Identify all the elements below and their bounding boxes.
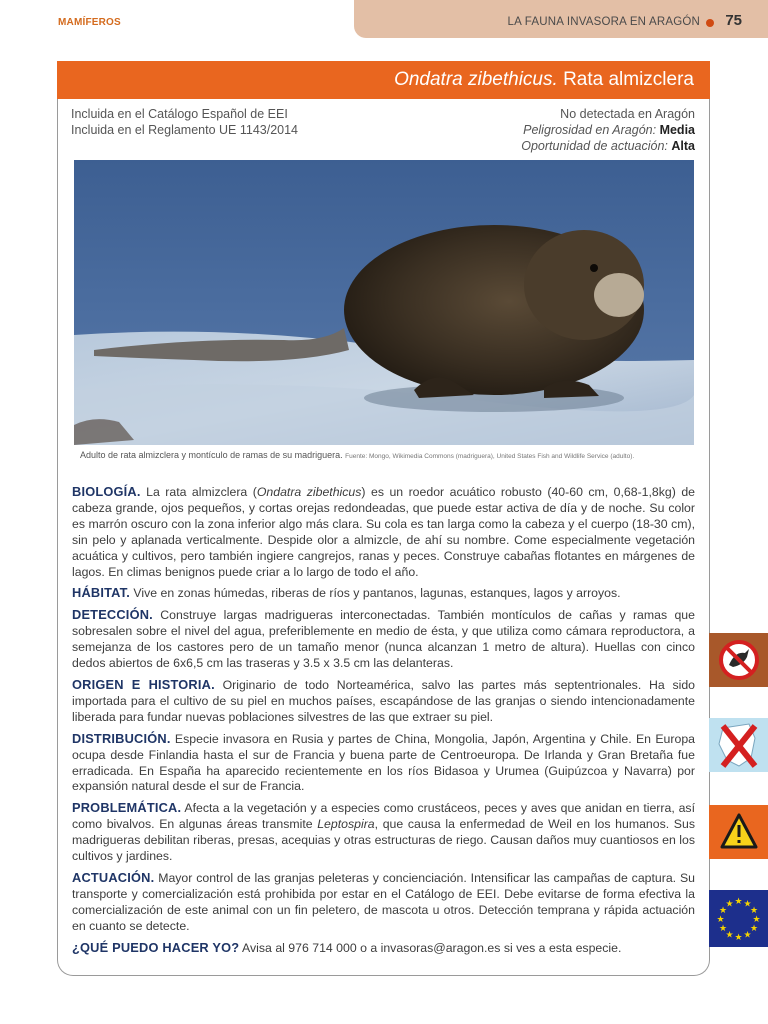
deteccion-label: DETECCIÓN.	[72, 607, 153, 623]
biologia-text-2: ) es un roedor acuático robusto (40-60 cm, 0,68-1,8kg) de cabeza grande, ojos pequeños, y cortas orejas redondeadas, que puede estar activa de día y de noche. Su color es marrón oscuro con la zona inferior algo más clara. Su cola es tan larga como la cabeza y el cuerpo (18-30 cm), sin pelo y aplanada verticalmente. Despide olor a almizcle, de ahí su nombre. Come especialmente vegetación acuática y cultivos, pero también ingiere cangrejos, ranas y peces. Construye cabañas flotantes en márgenes de lagos. En climas benignos puede criar a lo largo de todo el año.	[72, 485, 696, 579]
habitat-text: Vive en zonas húmedas, riberas de ríos y pantanos, lagunas, estanques, lagos y arroyos.	[130, 586, 621, 601]
svg-text:★: ★	[725, 899, 734, 910]
svg-text:★: ★	[749, 906, 759, 916]
svg-text:★: ★	[718, 924, 728, 934]
svg-text:★: ★	[752, 915, 761, 925]
no-presence-map-icon	[709, 718, 768, 772]
problematica-section	[72, 800, 695, 865]
action-line	[521, 138, 695, 154]
svg-text:★: ★	[725, 930, 734, 941]
svg-text:★: ★	[734, 933, 743, 943]
habitat-label: HÁBITAT.	[72, 585, 130, 601]
problematica-text-1: Afecta a la vegetación y a especies como crustáceos, peces y aves que anidan en tierra, así como bivalvos. En algunas áreas transmite	[72, 801, 695, 832]
deteccion-text: Construye largas madrigueras interconectadas. También montículos de cañas y ramas que sobresalen sobre el nivel del agua, preferiblemente en medio de ésta, y que utiliza como cámara reproductora, a semejanza de los castores pero de un tamaño menor (nunca alcanzan 1 metro de altura). Huellas con cinco dedos abiertos de 6x6,5 cm las traseras y 3.5 x 3.5 cm las delanteras.	[72, 608, 695, 671]
svg-text:★: ★	[749, 924, 759, 934]
biologia-text-1: La rata almizclera (	[140, 485, 257, 499]
caption-text: Adulto de rata almizclera y montículo de ramas de su madriguera.	[80, 450, 343, 460]
problematica-label: PROBLEMÁTICA.	[72, 800, 182, 816]
section-label: MAMÍFEROS	[58, 17, 121, 28]
species-description	[72, 484, 695, 961]
biologia-sci-name: Ondatra zibethicus	[256, 485, 362, 499]
muskrat-photo	[74, 160, 694, 445]
photo-caption	[80, 450, 634, 460]
scientific-name: Ondatra zibethicus.	[394, 69, 558, 90]
action-value: Alta	[671, 139, 695, 153]
origen-text: Originario de todo Norteamérica, salvo las partes más septentrionales. Ha sido importada para el cultivo de su piel en muchos países, escapándose de las granjas o siendo intencionadamente liberada para fundar nuevas poblaciones silvestres de las que extraer su piel.	[72, 677, 695, 724]
warning-icon	[709, 805, 768, 859]
deteccion-section	[72, 607, 695, 672]
problematica-sci-name: Leptospira	[317, 817, 375, 832]
problematica-text-2: , que causa la enfermedad de Weil en los humanos. Sus madrigueras debilitan riberas, presas, acequias y otras estructuras de riego. Causan daños muy cuantiosos en los cultivos y jardines.	[72, 817, 695, 864]
danger-line	[521, 122, 695, 138]
svg-text:★: ★	[718, 906, 728, 916]
danger-value: Media	[659, 123, 695, 137]
biologia-label: BIOLOGÍA.	[72, 484, 141, 499]
que-hacer-label: ¿QUÉ PUEDO HACER YO?	[72, 939, 240, 955]
danger-label: Peligrosidad en Aragón:	[523, 123, 657, 137]
caption-source: Fuente: Mongo, Wikimedia Commons (madriguera), United States Fish and Wildlife Service (adulto).	[345, 453, 635, 460]
que-hacer-section	[72, 940, 695, 957]
card-title	[394, 69, 694, 91]
distribucion-text: Especie invasora en Rusia y partes de China, Mongolia, Japón, Argentina y Chile. En Europa ocupa desde Finlandia hasta el sur de Francia y buena parte de Centroeuropa. De Irlanda y Gran Bretaña fue erradicada. En España ha aparecido recientemente en los ríos Bidasoa y Urumea (Guipúzcoa y Navarra) por expansión natural desde el sur de Francia.	[72, 731, 695, 794]
actuacion-label: ACTUACIÓN.	[72, 869, 155, 885]
origen-section	[72, 677, 695, 726]
origen-label: ORIGEN E HISTORIA.	[72, 676, 215, 692]
que-hacer-text: Avisa al 976 714 000 o a invasoras@aragon.es si ves a esta especie.	[239, 940, 622, 955]
action-label: Oportunidad de actuación:	[521, 139, 668, 153]
common-name: Rata almizclera	[563, 69, 694, 90]
svg-text:★: ★	[743, 899, 752, 910]
catalog-info	[71, 106, 298, 138]
actuacion-text: Mayor control de las granjas peleteras y concienciación. Intensificar las campañas de captura. Su transporte y comercialización está prohibida por estar en el Catálogo de EEI. Debe evitarse de forma efectiva la comercialización de este animal con un fin peletero, de mascota u otros. Detección temprana y rápida actuación en cuanto se detecte.	[72, 870, 695, 933]
regulation-line: Incluida en el Reglamento UE 1143/2014	[71, 123, 299, 137]
detection-status: No detectada en Aragón	[560, 107, 695, 121]
eu-flag-icon	[709, 890, 768, 947]
page-number: 75	[725, 12, 742, 29]
no-release-icon	[709, 633, 768, 687]
biologia-section	[72, 484, 695, 580]
svg-text:★: ★	[716, 915, 725, 925]
title-bar	[57, 61, 710, 99]
actuacion-section	[72, 870, 695, 935]
catalog-line: Incluida en el Catálogo Español de EEI	[71, 107, 288, 121]
svg-text:★: ★	[734, 897, 743, 907]
distribucion-section	[72, 731, 695, 796]
distribucion-label: DISTRIBUCIÓN.	[72, 730, 171, 746]
header-title: LA FAUNA INVASORA EN ARAGÓN	[507, 16, 700, 28]
habitat-section	[72, 585, 695, 602]
risk-info	[521, 106, 695, 154]
svg-text:★: ★	[743, 930, 752, 941]
header-dot-icon	[706, 19, 714, 27]
